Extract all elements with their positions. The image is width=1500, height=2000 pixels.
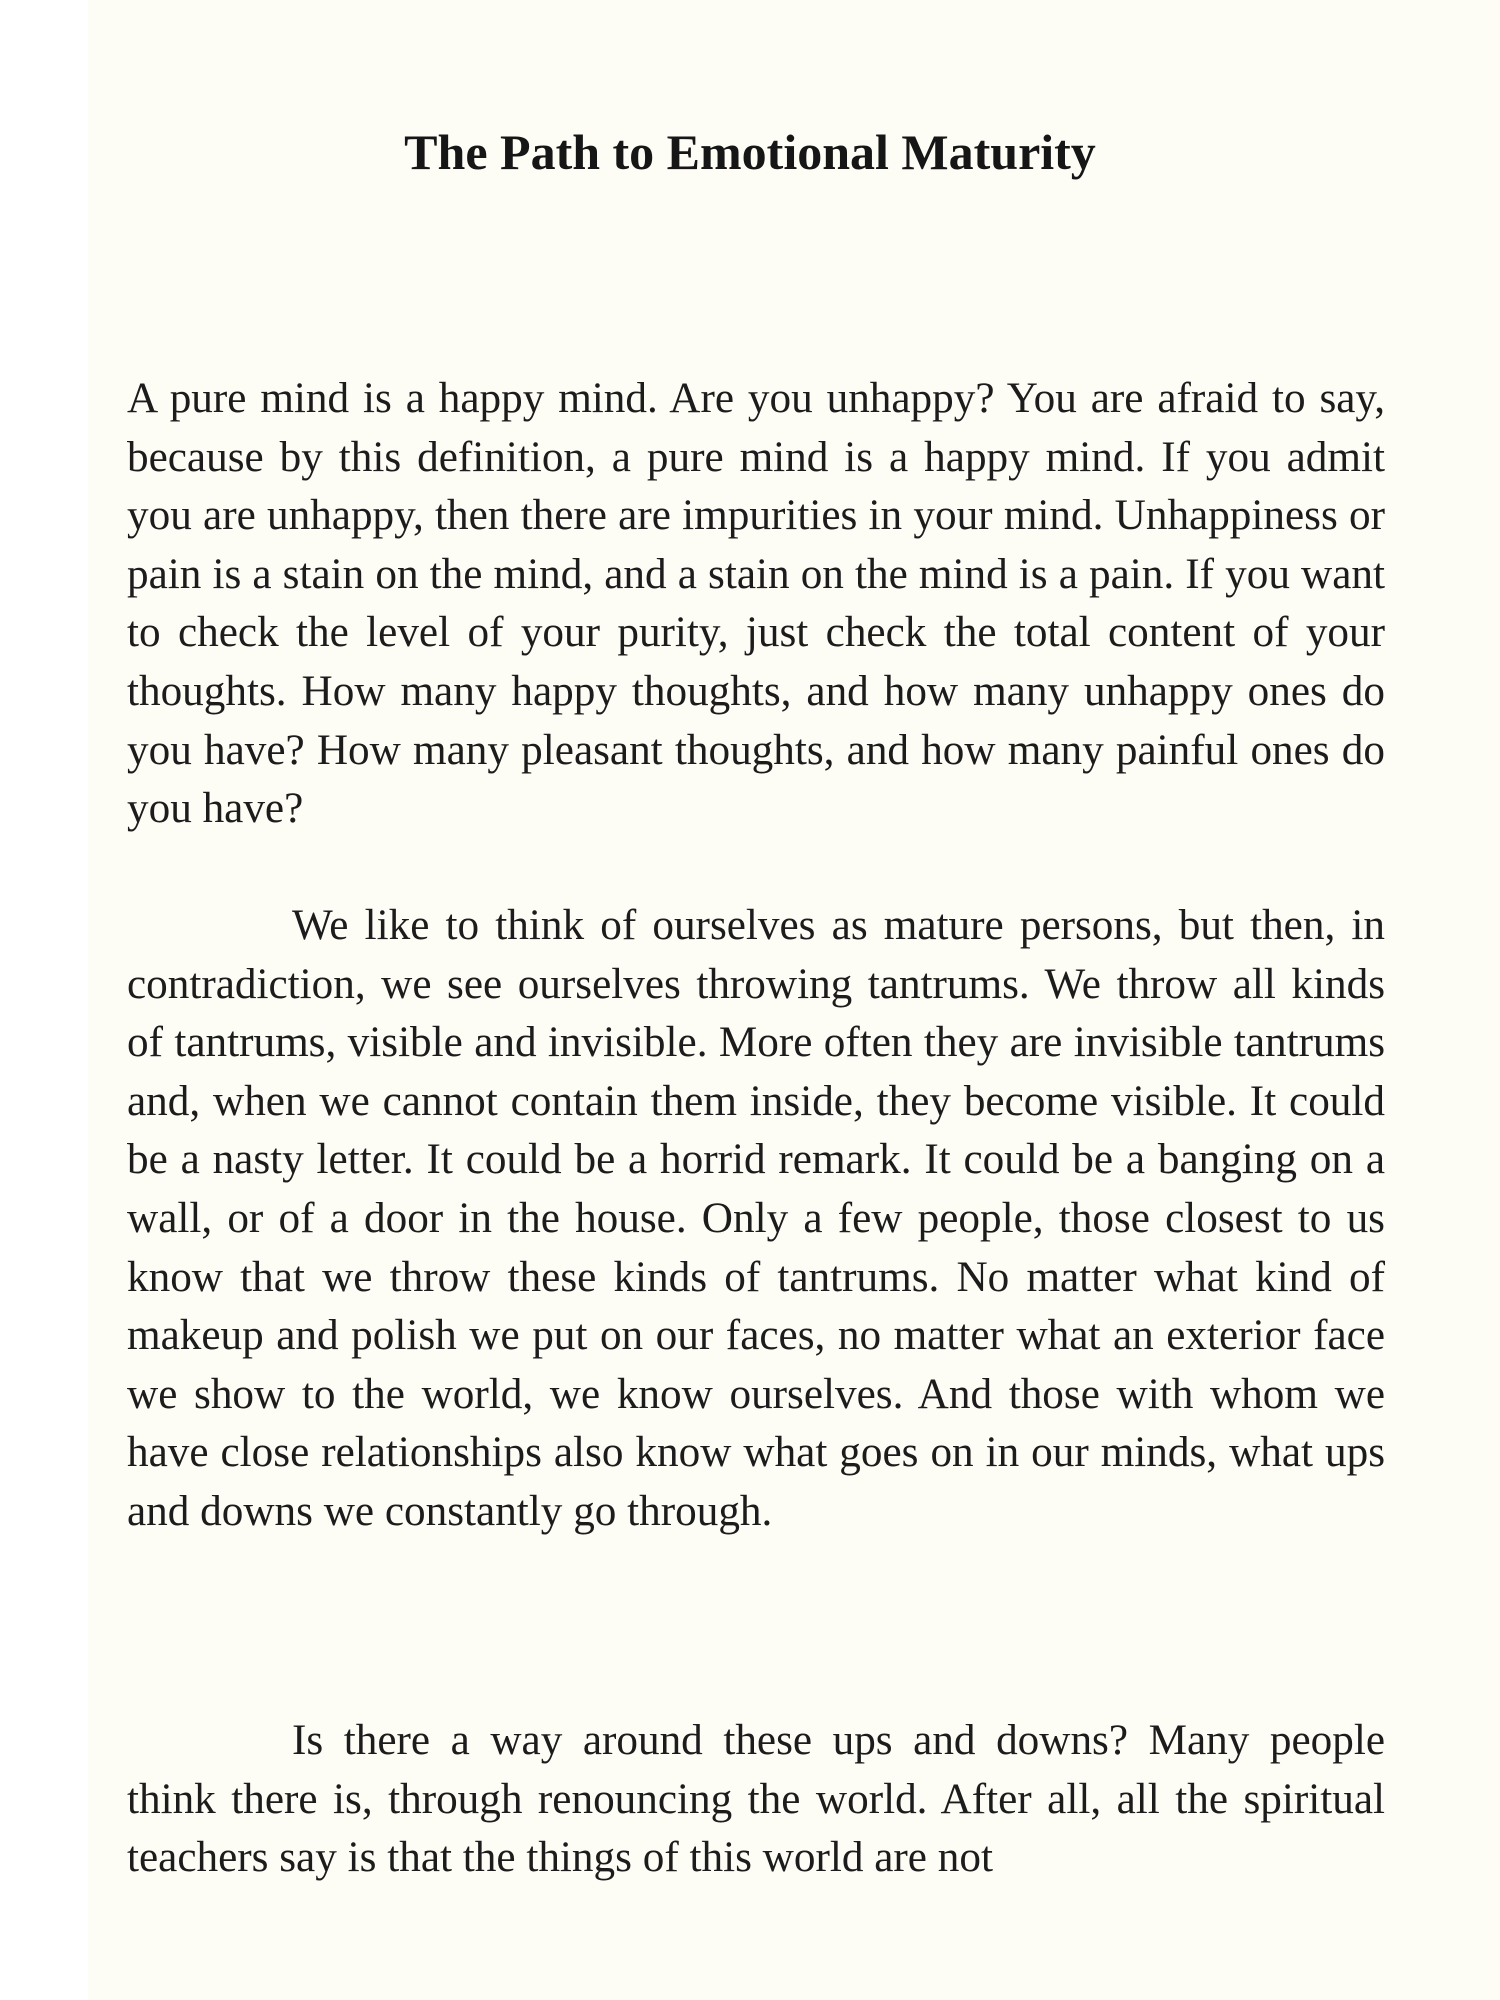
paragraph-3: Is there a way around these ups and downs? Many people think there is, through renouncing the world. After all, all the spiritual teachers say is that the things of this world are not bbox=[127, 1717, 1385, 1882]
paragraph-1: A pure mind is a happy mind. Are you unhappy? You are afraid to say, because by this definition, a pure mind is a happy mind. If you admit you are unhappy, then there are impurities in your mind. Unhappiness or pain is a stain on the mind, and a stain on the mind is a pain. If you want to check the level of your purity, just check the total content of your thoughts. How many happy thoughts, and how many unhappy ones do you have? How many pleasant thoughts, and how many painful ones do you have? bbox=[127, 375, 1385, 833]
paragraph-2: We like to think of ourselves as mature persons, but then, in contradiction, we see ourselves throwing tantrums. We throw all kinds of tantrums, visible and invisible. More often they are invisible tantrums and, when we cannot contain them inside, they become visible. It could be a nasty letter. It could be a horrid remark. It could be a banging on a wall, or of a door in the house. Only a few people, those closest to us know that we throw these kinds of tantrums. No matter what kind of makeup and polish we put on our faces, no matter what an exterior face we show to the world, we know ourselves. And those with whom we have close relationships also know what goes on in our minds, what ups and downs we constantly go through. bbox=[127, 902, 1385, 1535]
page-title: The Path to Emotional Maturity bbox=[404, 124, 1096, 180]
